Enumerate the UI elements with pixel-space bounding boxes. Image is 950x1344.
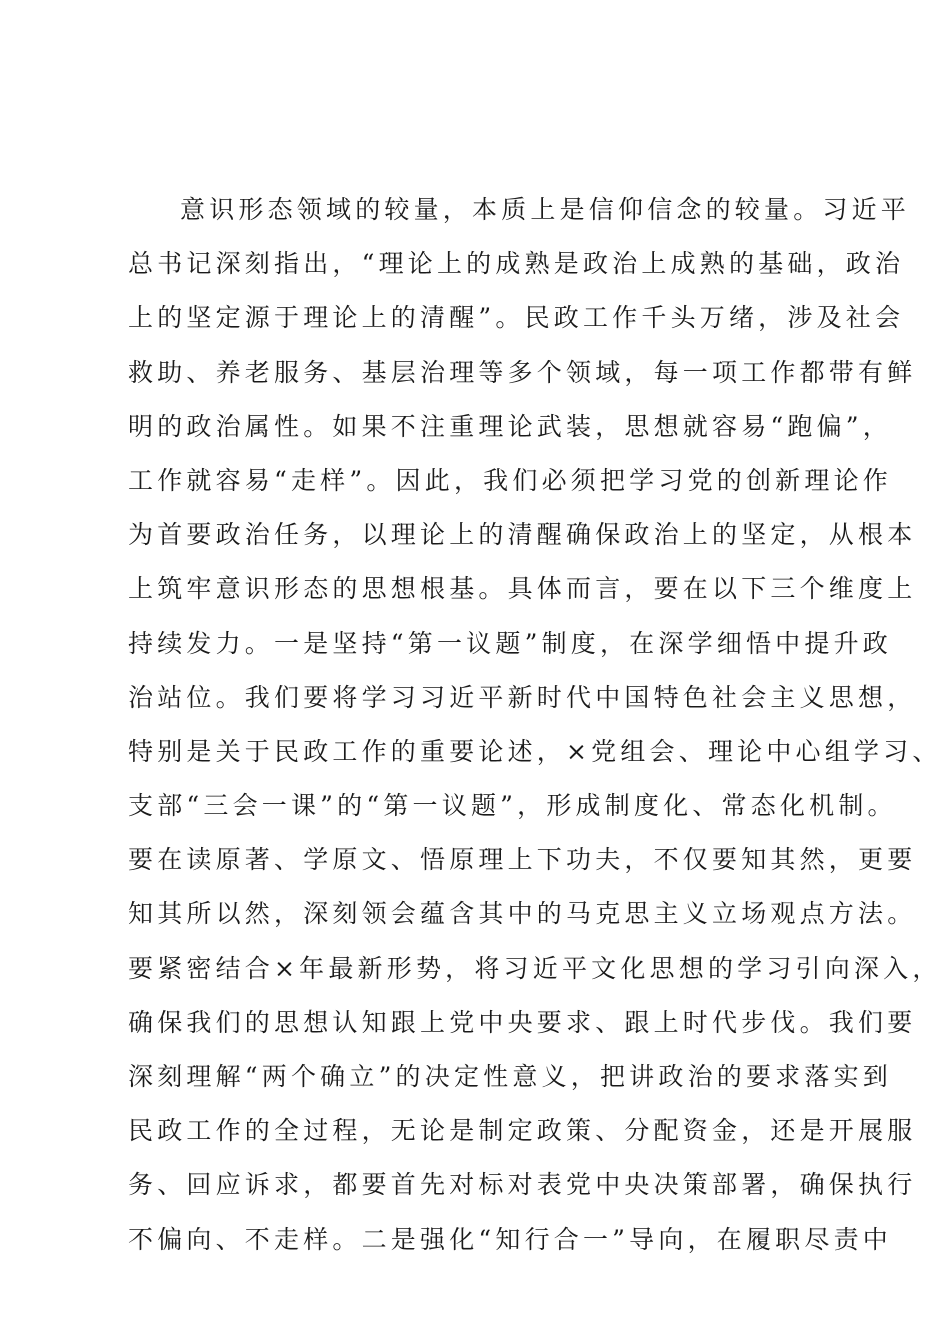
text-line: 深刻理解“两个确立”的决定性意义，把讲政治的要求落实到 — [128, 1062, 892, 1091]
text-line: 上的坚定源于理论上的清醒”。民政工作千头万绪，涉及社会 — [128, 303, 905, 333]
text-line: 工作就容易“走样”。因此，我们必须把学习党的创新理论作 — [128, 465, 892, 495]
text-line: 持续发力。一是坚持“第一议题”制度，在深学细悟中提升政 — [128, 628, 892, 658]
text-line: 知其所以然，深刻领会蕴含其中的马克思主义立场观点方法。 — [128, 899, 917, 929]
text-line: 总书记深刻指出，“理论上的成熟是政治上成熟的基础，政治 — [128, 249, 905, 279]
text-line: 明的政治属性。如果不注重理论武装，思想就容易“跑偏”， — [128, 411, 892, 441]
text-line: 救助、养老服务、基层治理等多个领域，每一项工作都带有鲜 — [128, 357, 917, 387]
text-line: 为首要政治任务，以理论上的清醒确保政治上的坚定，从根本 — [128, 520, 917, 550]
body-paragraph — [128, 183, 942, 1267]
text-line: 民政工作的全过程，无论是制定政策、分配资金，还是开展服 — [128, 1116, 917, 1146]
text-line: 要紧密结合×年最新形势，将习近平文化思想的学习引向深入， — [128, 953, 942, 983]
text-line: 要在读原著、学原文、悟原理上下功夫，不仅要知其然，更要 — [128, 845, 917, 875]
text-line: 不偏向、不走样。二是强化“知行合一”导向，在履职尽责中 — [128, 1224, 892, 1254]
text-line: 务、回应诉求，都要首先对标对表党中央决策部署，确保执行 — [128, 1170, 917, 1200]
text-line: 特别是关于民政工作的重要论述，×党组会、理论中心组学习、 — [128, 736, 942, 766]
text-line: 确保我们的思想认知跟上党中央要求、跟上时代步伐。我们要 — [128, 1007, 917, 1037]
text-line: 意识形态领域的较量，本质上是信仰信念的较量。习近平 — [180, 195, 911, 224]
text-line: 支部“三会一课”的“第一议题”，形成制度化、常态化机制。 — [128, 791, 897, 821]
text-line: 上筑牢意识形态的思想根基。具体而言，要在以下三个维度上 — [128, 574, 917, 604]
text-line: 治站位。我们要将学习习近平新时代中国特色社会主义思想， — [128, 682, 917, 712]
